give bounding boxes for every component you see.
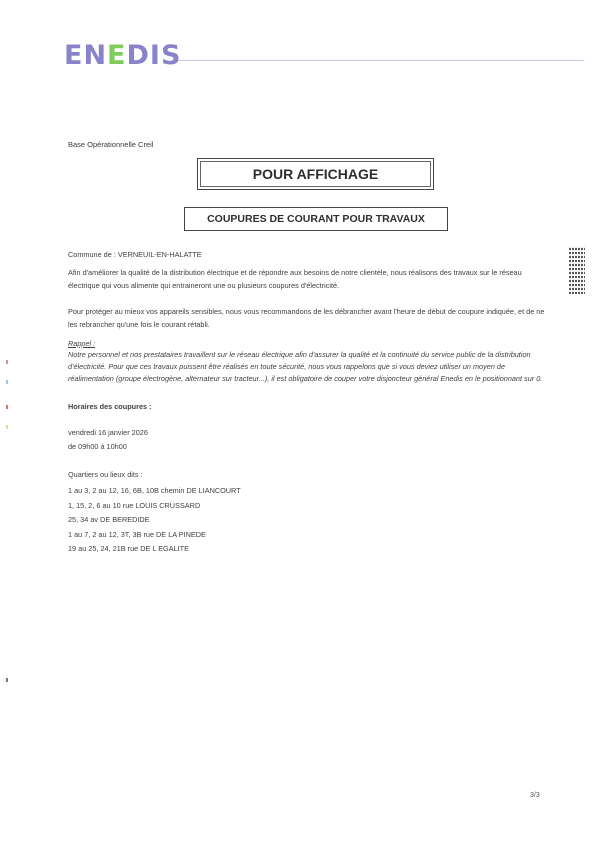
scan-mark <box>6 678 8 682</box>
logo-text-left: EN <box>64 40 108 71</box>
horaires-label: Horaires des coupures : <box>68 402 152 411</box>
qr-code-overlay <box>569 246 585 294</box>
quartiers-label: Quartiers ou lieux dits : <box>68 470 143 479</box>
rappel-text: Notre personnel et nos prestataires travaillent sur le réseau électrique afin d'assurer la qualité et la continuité du service public de la distribution d'électricité. Pour que ces travaux puissent être réalisés en toute sécurité, nous vous rappelons que si vous deviez utiliser un moyen de réalimentation (groupe électrogène, alternateur sur tracteur...), il est obligatoire de couper votre disjoncteur général Enedis en le positionnant sur 0. <box>68 350 543 383</box>
location-item: 19 au 25, 24, 21B rue DE L EGALITE <box>68 544 190 553</box>
date-line: vendredi 16 janvier 2026 <box>68 428 148 437</box>
location-item: 25, 34 av DE BEREDIDE <box>68 515 150 524</box>
enedis-logo <box>64 40 181 71</box>
logo-text-mid: E <box>107 40 127 71</box>
title-box <box>197 158 434 190</box>
location-item: 1 au 7, 2 au 12, 3T, 3B rue DE LA PINEDE <box>68 530 206 539</box>
location-item: 1, 15, 2, 6 au 10 rue LOUIS CRUSSARD <box>68 501 201 510</box>
page-number: 3/3 <box>530 792 540 799</box>
subtitle-text: COUPURES DE COURANT POUR TRAVAUX <box>207 213 425 225</box>
subtitle-box <box>184 207 448 231</box>
header-rule <box>178 60 584 61</box>
commune-line: Commune de : VERNEUIL-EN-HALATTE <box>68 250 202 259</box>
title-text: POUR AFFICHAGE <box>252 166 379 182</box>
scan-mark <box>6 425 8 429</box>
scan-mark <box>6 360 8 364</box>
scan-mark <box>6 380 8 384</box>
scan-mark <box>6 405 8 409</box>
base-label: Base Opérationnelle Creil <box>68 140 154 149</box>
paragraph-2: Pour protéger au mieux vos appareils sensibles, nous vous recommandons de les débrancher avant l'heure de début de coupure indiquée, et de ne les rebrancher qu'une fois le courant rétabli. <box>68 307 545 329</box>
logo-text-right: DIS <box>126 40 182 71</box>
paragraph-1: Afin d'améliorer la qualité de la distribution électrique et de répondre aux besoins de notre clientèle, nous réalisons des travaux sur le réseau électrique qui vous alimente qui entraineront une ou plusieurs coupures d'électricité. <box>68 268 522 290</box>
rappel-label: Rappel : <box>68 339 96 348</box>
location-item: 1 au 3, 2 au 12, 16, 6B, 10B chemin DE LIANCOURT <box>68 486 241 495</box>
time-line: de 09h00 à 10h00 <box>68 442 127 451</box>
